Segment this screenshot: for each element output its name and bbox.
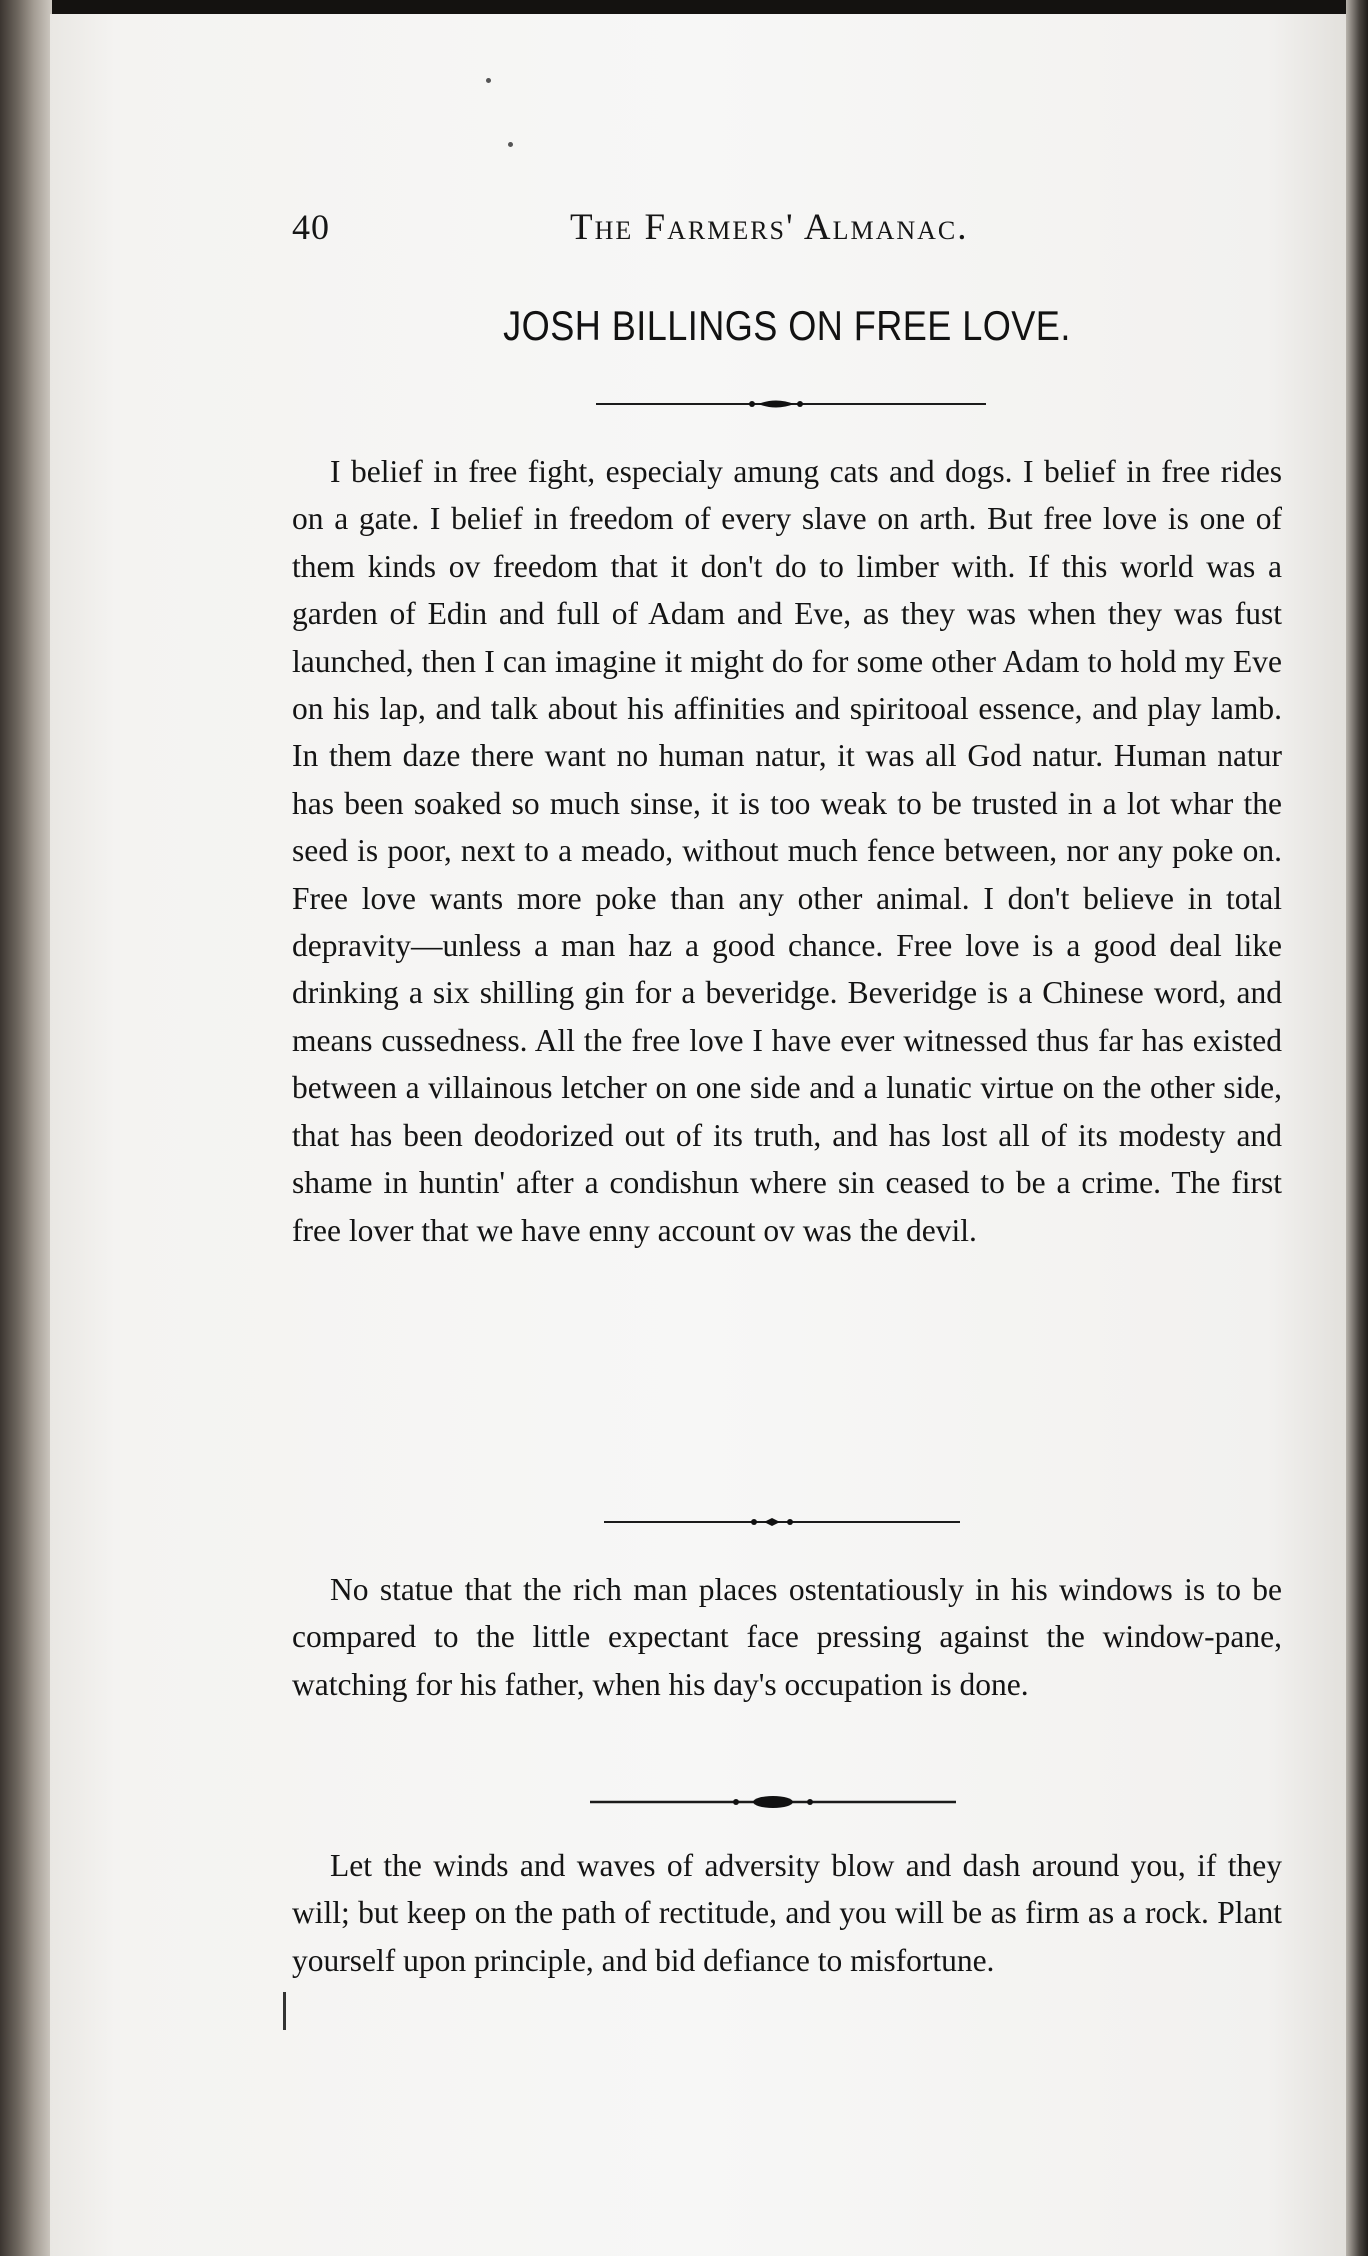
page-header (292, 206, 1282, 256)
paragraph (292, 1566, 1282, 1708)
print-mark (283, 1992, 286, 2030)
paragraph-text: Let the winds and waves of adversity blow and dash around you, if they will; but keep on the path of rectitude, and you will be as firm as a rock. Plant yourself upon principle, and bid defiance to misfortune. (292, 1848, 1282, 1978)
book-binding-edge (0, 0, 52, 2256)
ink-speck (486, 78, 491, 83)
running-title: The Farmers' Almanac. (570, 207, 969, 248)
paragraph-text: I belief in free fight, especialy amung cats and dogs. I belief in free rides on a gate. I belief in freedom of every slave on arth. But free love is one of them kinds ov freedom that it don't do to limber with. If this world was a garden of Edin and full of Adam and Eve, as they was when they was fust launched, then I can imagine it might do for some other Adam to hold my Eve on his lap, and talk about his affinities and spiritooal essence, and play lamb. In them daze there want no human natur, it was all God natur. Human natur has been soaked so much sinse, it is too weak to be trusted in a lot whar the seed is poor, next to a meado, without much fence between, nor any poke on. Free love wants more poke than any other animal. I don't believe in total depravity—unless a man haz a good chance. Free love is a good deal like drinking a six shilling gin for a beveridge. Beveridge is a Chinese word, and means cussedness. All the free love I have ever witnessed thus far has existed between a villainous letcher on one side and a lunatic virtue on the other side, that has been deodorized out of its truth, and has lost all of its modesty and shame in huntin' after a condishun where sin ceased to be a crime. The first free lover that we have enny account ov was the devil. (292, 454, 1282, 1248)
paragraph-text: No statue that the rich man places ostentatiously in his windows is to be compared to the little expectant face pressing against the window-pane, watching for his father, when his day's occupation is done. (292, 1572, 1282, 1702)
ornamental-divider (604, 1514, 960, 1530)
paragraph (292, 1842, 1282, 1984)
paragraph (292, 448, 1282, 1254)
ink-speck (508, 142, 513, 147)
book-page-edge (1346, 0, 1368, 2256)
page-number: 40 (292, 207, 330, 247)
article-title: JOSH BILLINGS ON FREE LOVE. (503, 302, 1071, 349)
ornamental-divider (590, 1792, 956, 1812)
ornamental-divider (596, 394, 986, 414)
